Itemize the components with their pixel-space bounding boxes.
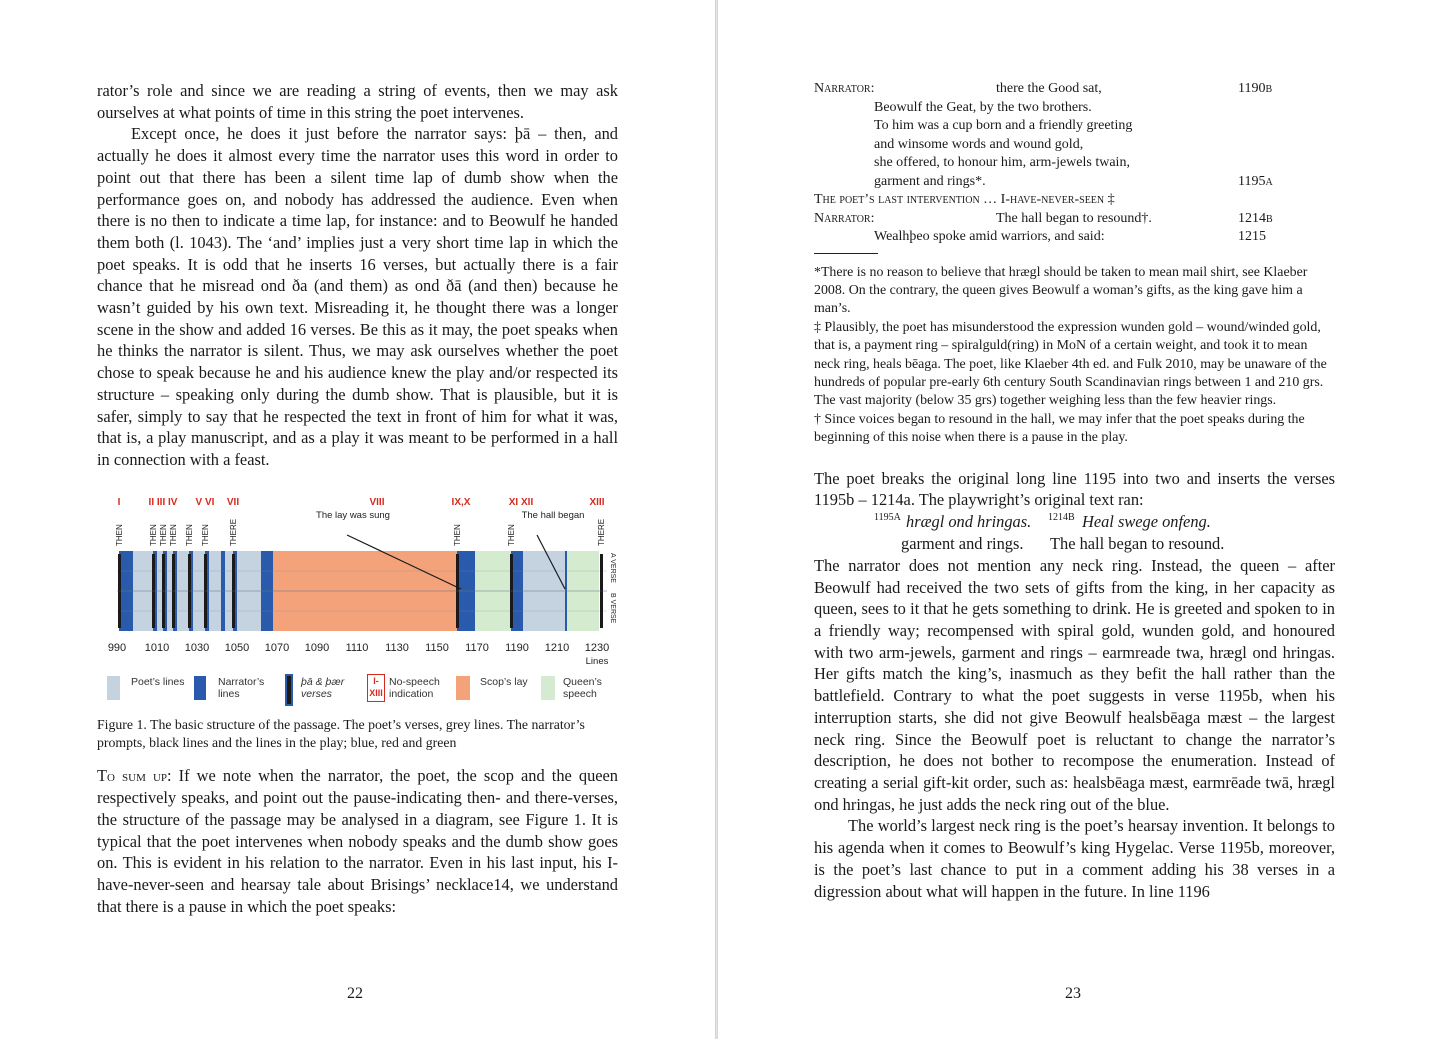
then-there-label: THEN [507,523,516,546]
en-verse-a: garment and rings. [901,533,1024,553]
sumup-text: If we note when the narrator, the poet, the scop and the queen respectively speaks, and point out the pause-indicating then- and there-verses, the structure of the passage may be analysed in a diagram, see Figure 1. It is typical that the poet intervenes when nobody speaks and the dumb show goes on. This is evident in his relation to the narrator. Even in his last input, his I-have-never-seen and hearsay tale about Brisings’ necklace14, we understand that there is a pause in which the poet speaks: [97,766,619,916]
figure-1: I II III IV V VI VII VIII IX,X XI XII XIII THEN THEN THEN THEN THEN THEN THERE THEN THEN THERE The lay was sung The hall began A VERSE B VERSE 990 1010 1030 1050 1070 1090 1110 1130 1150 1170 1190 1210 1230 Lines Poet’s lines Narrator’s lines þā & þær verses I- XIII No-speech indication Scop’s lay Queen’s speech [97,491,618,706]
speaker-label: The poet’s last intervention … I-have-never-seen ‡ [814,192,1115,207]
play-line [814,99,1335,118]
x-tick-label: 990 [107,641,127,654]
left-page [0,0,715,1039]
right-text-column [814,80,1335,902]
line-number: 1190b [1238,81,1273,96]
play-line [814,191,1335,210]
line-number: 1215 [1238,229,1266,244]
play-line [814,154,1335,173]
verse-text: Beowulf the Geat, by the two brothers. [874,99,1092,115]
figure-caption: Figure 1. The basic structure of the passage. The poet’s verses, grey lines. The narrator’s prompts, black lines and the lines in the play; blue, red and green [97,716,585,750]
then-there-label: THEN [201,523,210,546]
x-tick-label: 1210 [544,641,570,654]
then-there-label: THEN [453,523,462,546]
sumup-paragraph [97,765,618,917]
verse-text: there the Good sat, [996,81,1102,96]
footnote: *There is no reason to believe that hrægl should be taken to mean mail shirt, see Klaeber 2008. On the contrary, the queen gives Beowulf a woman’s gifts, as the king gave him a man’s. [814,264,1308,317]
no-speech-label: VIII [369,496,385,508]
hall-annotation: The hall began [521,509,585,521]
x-tick-label: 1230 [584,641,610,654]
play-line [814,80,1335,99]
x-tick-label: 1070 [264,641,290,654]
left-text-column [97,80,618,917]
oe-verse-a: hrægl ond hringas. [906,511,1032,531]
no-speech-label: V VI [195,496,215,508]
play-line [814,117,1335,136]
footnote-rule [814,253,878,254]
no-speech-label: XI XII [508,496,534,508]
x-tick-label: 1150 [425,641,449,654]
speaker-label: Narrator: [814,210,875,226]
x-tick-label: 1170 [465,641,489,654]
lay-annotation: The lay was sung [316,509,390,521]
intro-paragraph: The poet breaks the original long line 1195 into two and inserts the verses 1195b – 1214a. The playwright’s original text ran: [814,468,1335,510]
en-quote [814,533,1335,555]
line-number: 1214B [1048,511,1075,523]
x-tick-label: 1090 [304,641,330,654]
then-there-label: THEN [115,523,124,546]
play-line [814,136,1335,155]
line-number: 1195A [874,511,901,523]
then-there-label: THERE [229,518,238,546]
then-there-label: THERE [597,518,606,546]
verse-text: and winsome words and wound gold, [874,136,1084,152]
paragraph: rator’s role and since we are reading a string of events, then we may ask ourselves at what points of time in this string the poet intervenes. [97,81,618,122]
x-axis-label: Lines [585,655,609,667]
x-tick-label: 1110 [345,641,369,654]
speaker-label: Narrator: [814,81,875,96]
line-number: 1214b [1238,210,1273,226]
verse-text: To him was a cup born and a friendly greeting [874,118,1133,133]
verse-text: garment and rings*. [874,173,986,189]
line-number: 1195a [1238,173,1273,189]
then-there-label: THEN [169,523,178,546]
paragraph: Except once, he does it just before the narrator says: þā – then, and actually he does it almost every time the narrator uses this word in order to point out that there has been a silent time lap of dumb show when the performance goes on, and nobody has addressed the audience. Even when there is no then to indicate a time lap, for instance: and to Beowulf he handed them both (l. 1043). The ‘and’ implies just a very short time lap in which the poet speaks. It is odd that he inserts 16 verses, but actually there is a fair chance that he misread ond ða (and them) as ond ðā (and then) because he wasn’t guided by his own text. Misreading it, he thought there was a longer scene in the show and added 16 verses. Be this as it may, the poet speaks when he thinks the narrator is silent. Thus, we may ask ourselves whether the poet chose to speak because he and his audience knew the play and/or respected its structure – speaking only during the dumb show. That is plausible, but it is safer, simply to say that he respected the text in front of him for what it was, that is, a play manuscript, and as a play it was meant to be performed in a hall in connection with a feast. [97,124,618,469]
page-number: 22 [347,985,363,1002]
paragraph: The world’s largest neck ring is the poet’s hearsay invention. It belongs to his agenda when it comes to Beowulf’s king Hygelac. Verse 1195b, moreover, is the poet’s last chance to put in a comment adding his 38 verses in a digression about what will happen in the future. In line 1196 [814,816,1335,901]
no-speech-label: IX,X [451,496,471,508]
a-verse-label: A VERSE [609,552,616,583]
then-there-label: THEN [149,523,158,546]
verse-text: The hall began to resound†. [996,210,1152,226]
x-tick-label: 1190 [505,641,529,654]
x-tick-label: 1030 [184,641,210,654]
x-tick-label: 1010 [144,641,170,654]
footnote: ‡ Plausibly, the poet has misunderstood the expression wunden gold – wound/winded gold, that is, a payment ring – spiralguld(ring) in MoN of a certain weight, and took it to mean neck ring, heals bēaga. The poet, like Klaeber 4th ed. and Fulk 2010, may be unaware of the hundreds of popular pre-early 6th century South Scandinavian rings between 1 and 210 grs. The vast majority (below 35 grs) together weighing less than the few heavier rings. [814,319,1327,409]
en-verse-b: The hall began to resound. [1050,533,1225,553]
footnote: † Since voices began to resound in the hall, we may infer that the poet speaks during the beginning of this noise when there is a pause in the play. [814,411,1305,446]
x-tick-label: 1050 [224,641,250,654]
no-speech-label: XIII [589,496,605,508]
verse-text: she offered, to honour him, arm-jewels twain, [874,155,1130,170]
play-line [814,173,1335,192]
play-line [814,228,1335,247]
no-speech-label: VII [226,496,240,508]
x-tick-label: 1130 [385,641,409,654]
oe-quote [814,511,1335,533]
play-excerpt [814,80,1335,247]
play-line [814,210,1335,229]
structure-chart [97,491,618,671]
paragraph: The narrator does not mention any neck ring. Instead, the queen – after Beowulf had received the two sets of gifts from the king, in her capacity as queen, sees to it that he gets something to drink. He is greeted and spoken to in a friendly way; recompensed with spiral gold, wunden gold, and honoured with two arm-jewels, garment and rings – earmreade twa, hrægl ond hringas. Her gifts match the king’s, inasmuch as they befit the hall rather than the battlefield. Contrary to what the poet suggests in verse 1195b, when his interruption starts, she did not give Beowulf healsbēaga mæst – the largest neck ring. Since the Beowulf poet is reluctant to change the narrator’s description, he does not bother to recompose the enumeration. Instead of creating a serial gift-kit order, such as: healsbēaga mæst, earmrēade twā, hrægl ond hringas, he just adds the neck ring out of the blue. [814,555,1335,814]
then-there-label: THEN [159,523,168,546]
sumup-lead: To sum up: [97,766,172,786]
no-speech-label: II III IV [148,496,178,508]
no-speech-label: I [117,496,121,508]
then-there-label: THEN [185,523,194,546]
right-page [718,0,1431,1039]
oe-verse-b: Heal swege onfeng. [1082,511,1211,531]
b-verse-label: B VERSE [609,592,616,624]
page-number: 23 [1065,985,1081,1002]
verse-text: Wealhþeo spoke amid warriors, and said: [874,229,1105,244]
